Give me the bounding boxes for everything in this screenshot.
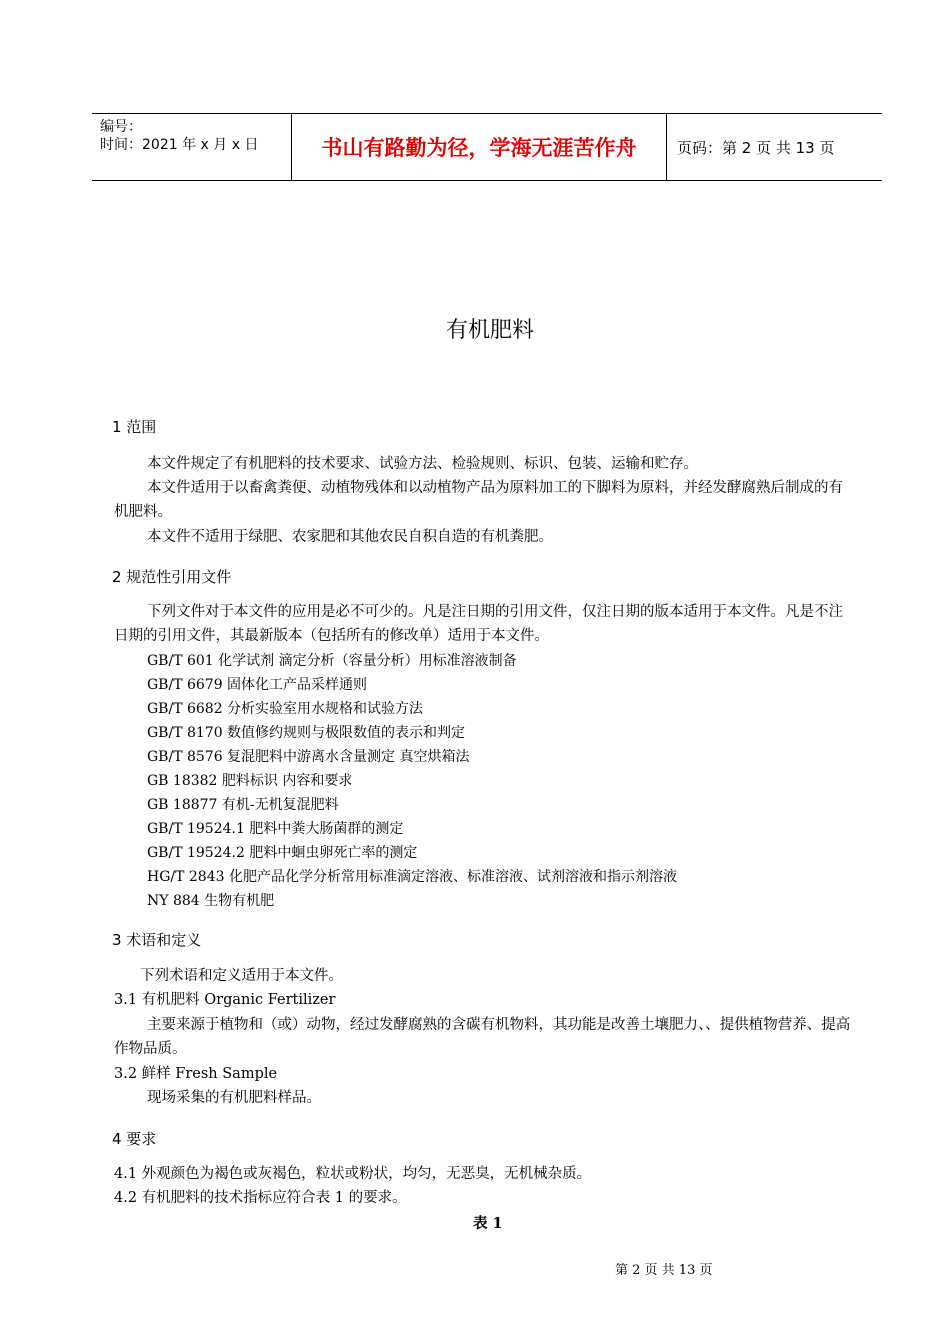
- page-footer: 第 2 页 共 13 页: [615, 1263, 713, 1278]
- number-label: 编号：: [100, 119, 142, 135]
- s4-2: 4.2 有机肥料的技术指标应符合表 1 的要求。: [114, 1190, 407, 1206]
- header-slogan: 书山有路勤为径，学海无涯苦作舟: [292, 114, 667, 180]
- ref-item: GB/T 8170 数值修约规则与极限数值的表示和判定: [147, 725, 466, 741]
- table-caption: 表 1: [473, 1215, 503, 1232]
- s3-2-term: 3.2 鲜样 Fresh Sample: [114, 1066, 278, 1082]
- header-meta: [92, 114, 292, 180]
- ref-item: GB/T 8576 复混肥料中游离水含量测定 真空烘箱法: [147, 749, 470, 765]
- section-4-heading: 4 要求: [112, 1130, 157, 1148]
- ref-item: GB 18877 有机-无机复混肥料: [147, 797, 339, 813]
- ref-item: GB/T 6682 分析实验室用水规格和试验方法: [147, 701, 424, 717]
- ref-item: GB/T 19524.2 肥料中蛔虫卵死亡率的测定: [147, 845, 418, 861]
- s3-2-definition: 现场采集的有机肥料样品。: [147, 1090, 321, 1106]
- s4-1: 4.1 外观颜色为褐色或灰褐色，粒状或粉状，均匀，无恶臭，无机械杂质。: [114, 1166, 592, 1182]
- ref-item: GB/T 601 化学试剂 滴定分析（容量分析）用标准溶液制备: [147, 653, 517, 669]
- s1-paragraph-2: 本文件适用于以畜禽粪便、动植物残体和以动植物产品为原料加工的下脚料为原料，并经发酵腐熟后制成的有机肥料。: [114, 480, 843, 520]
- s3-intro: 下列术语和定义适用于本文件。: [140, 968, 343, 984]
- page-header: [92, 113, 882, 181]
- section-1-heading: 1 范围: [112, 418, 157, 436]
- document-title: 有机肥料: [445, 318, 534, 343]
- time-label: 时间：2021 年 x 月 x 日: [100, 137, 259, 153]
- ref-item: GB/T 19524.1 肥料中粪大肠菌群的测定: [147, 821, 404, 837]
- ref-item: GB/T 6679 固体化工产品采样通则: [147, 677, 368, 693]
- ref-item: GB 18382 肥料标识 内容和要求: [147, 773, 353, 789]
- section-2-heading: 2 规范性引用文件: [112, 568, 232, 586]
- s2-paragraph-1: 下列文件对于本文件的应用是必不可少的。凡是注日期的引用文件，仅注日期的版本适用于本文件。凡是不注日期的引用文件，其最新版本（包括所有的修改单）适用于本文件。: [114, 604, 843, 644]
- ref-item: NY 884 生物有机肥: [147, 893, 275, 909]
- s3-1-term: 3.1 有机肥料 Organic Fertilizer: [114, 992, 336, 1008]
- section-3-heading: 3 术语和定义: [112, 931, 202, 949]
- s1-paragraph-1: 本文件规定了有机肥料的技术要求、试验方法、检验规则、标识、包装、运输和贮存。: [147, 456, 698, 472]
- ref-item: HG/T 2843 化肥产品化学分析常用标准滴定溶液、标准溶液、试剂溶液和指示剂溶液: [147, 869, 677, 885]
- s1-paragraph-3: 本文件不适用于绿肥、农家肥和其他农民自积自造的有机粪肥。: [147, 529, 553, 545]
- header-page-number: 页码：第 2 页 共 13 页: [677, 138, 835, 157]
- s3-1-definition: 主要来源于植物和（或）动物，经过发酵腐熟的含碳有机物料，其功能是改善土壤肥力、、提供植物营养、提高作物品质。: [114, 1017, 851, 1057]
